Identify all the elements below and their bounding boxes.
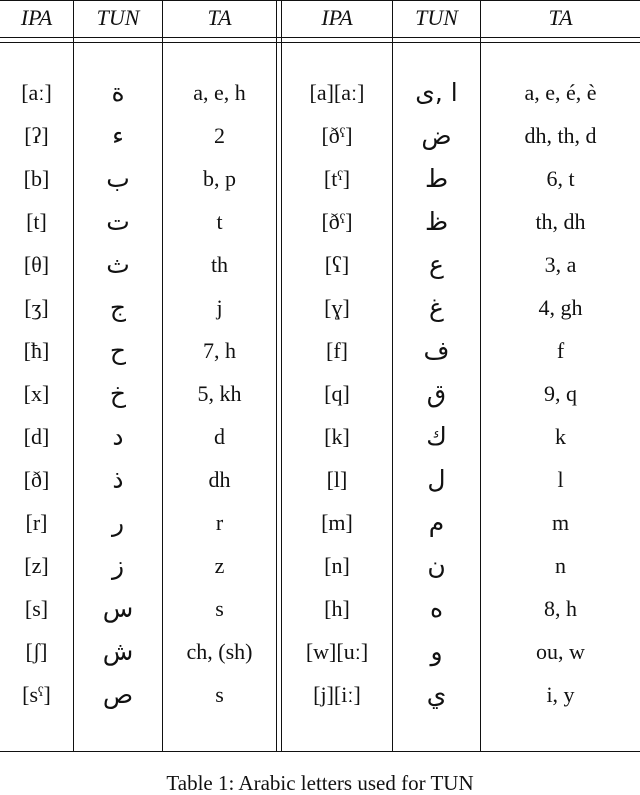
ta-left-cell: th bbox=[210, 252, 229, 277]
ipa-left-cell: [ʃ] bbox=[25, 639, 48, 664]
tun-right-cell: ن bbox=[427, 551, 446, 580]
ipa-right-cell: [m] bbox=[321, 510, 353, 535]
tun-left-cell: ة bbox=[111, 78, 125, 107]
ta-right-cell: th, dh bbox=[535, 209, 586, 234]
table-top-rule bbox=[0, 0, 640, 1]
ipa-left-cell: [r] bbox=[25, 510, 48, 535]
ipa-right-cell: [ðˤ] bbox=[321, 123, 353, 148]
tun-right-cell: ل bbox=[427, 465, 446, 494]
tun-left-cell: ث bbox=[106, 250, 130, 279]
ipa-left-cell: [b] bbox=[23, 166, 50, 191]
ipa-left-cell: [s] bbox=[24, 596, 49, 621]
tun-right-cell: ق bbox=[426, 379, 447, 408]
ipa-right-cell: [l] bbox=[326, 467, 348, 492]
ta-right-cell: ou, w bbox=[536, 639, 585, 664]
ipa-right-cell: [k] bbox=[324, 424, 350, 449]
ta-right-cell: dh, th, d bbox=[524, 123, 597, 148]
tun-right-cell: م bbox=[428, 508, 445, 537]
ta-left-cell: a, e, h bbox=[193, 80, 246, 105]
tun-left-cell: ت bbox=[106, 207, 130, 236]
ta-right-cell: k bbox=[555, 424, 566, 449]
tun-right-cell: ك bbox=[426, 422, 447, 451]
tun-right-cell: ط bbox=[424, 164, 449, 193]
ipa-right-cell: [ðˤ] bbox=[321, 209, 353, 234]
ipa-right-cell: [tˤ] bbox=[323, 166, 351, 191]
table-bottom-rule bbox=[0, 751, 640, 752]
tun-right-cell: ظ bbox=[424, 207, 449, 236]
ta-right-cell: i, y bbox=[546, 682, 575, 707]
ta-right-cell: 3, a bbox=[544, 252, 577, 277]
ta-left-cell: z bbox=[214, 553, 225, 578]
ipa-left-cell: [x] bbox=[23, 381, 50, 406]
ta-right-cell: 6, t bbox=[546, 166, 575, 191]
ta-left-cell: 7, h bbox=[203, 338, 236, 363]
tun-left-cell: ذ bbox=[112, 465, 124, 494]
tun-left-cell: خ bbox=[109, 379, 127, 408]
ta-left-cell: s bbox=[215, 682, 224, 707]
tun-left-cell: د bbox=[112, 422, 124, 451]
ta-right-cell: m bbox=[551, 510, 570, 535]
ipa-right-cell: [a][aː] bbox=[309, 80, 365, 105]
header-tun-right: TUN bbox=[415, 5, 458, 30]
ipa-left-cell: [z] bbox=[24, 553, 49, 578]
ta-right-cell: 9, q bbox=[544, 381, 577, 406]
tun-left-cell: ب bbox=[106, 164, 130, 193]
header-ta-left: TA bbox=[207, 5, 232, 30]
header-tun-left: TUN bbox=[96, 5, 140, 30]
tun-right-cell: ا ,ى bbox=[415, 78, 458, 107]
ta-left-cell: dh bbox=[208, 467, 231, 492]
ipa-right-cell: [w][uː] bbox=[305, 639, 369, 664]
ipa-right-cell: [f] bbox=[326, 338, 348, 363]
tun-right-cell: ض bbox=[421, 121, 452, 150]
header-ipa-right: IPA bbox=[321, 5, 353, 30]
tun-right-cell: ع bbox=[429, 250, 444, 279]
table-caption: Table 1: Arabic letters used for TUN bbox=[166, 771, 474, 795]
tun-left-cell: ش bbox=[102, 637, 134, 666]
tun-left-cell: ر bbox=[111, 508, 125, 537]
ipa-left-cell: [t] bbox=[26, 209, 47, 234]
ipa-right-cell: [h] bbox=[324, 596, 350, 621]
tun-right-cell: ه bbox=[429, 594, 444, 623]
header-rule bbox=[0, 37, 640, 38]
ta-right-cell: f bbox=[556, 338, 565, 363]
ta-left-cell: b, p bbox=[203, 166, 236, 191]
tun-left-cell: ج bbox=[109, 293, 127, 322]
header-ipa-left: IPA bbox=[20, 5, 53, 30]
ipa-left-cell: [d] bbox=[23, 424, 50, 449]
ta-left-cell: 2 bbox=[214, 123, 225, 148]
tun-left-cell: ز bbox=[111, 551, 125, 580]
ta-right-cell: 8, h bbox=[544, 596, 577, 621]
ipa-right-cell: [j][iː] bbox=[313, 682, 361, 707]
ipa-left-cell: [sˤ] bbox=[22, 682, 51, 707]
ipa-left-cell: [ð] bbox=[23, 467, 50, 492]
ipa-left-cell: [ħ] bbox=[23, 338, 50, 363]
ta-right-cell: 4, gh bbox=[538, 295, 583, 320]
ta-left-cell: ch, (sh) bbox=[186, 639, 253, 664]
ipa-left-cell: [θ] bbox=[23, 252, 50, 277]
tun-right-cell: و bbox=[430, 637, 443, 666]
ta-right-cell: a, e, é, è bbox=[524, 80, 597, 105]
ta-left-cell: t bbox=[216, 209, 223, 234]
tun-right-cell: ي bbox=[426, 680, 447, 709]
ipa-left-cell: [ʒ] bbox=[24, 295, 49, 320]
ipa-right-cell: [n] bbox=[324, 553, 350, 578]
ipa-left-cell: [aː] bbox=[21, 80, 52, 105]
header-rule-double bbox=[0, 42, 640, 43]
ipa-right-cell: [ʕ] bbox=[324, 252, 350, 277]
header-ta-right: TA bbox=[548, 5, 573, 30]
ta-right-cell: n bbox=[555, 553, 566, 578]
ta-left-cell: 5, kh bbox=[197, 381, 242, 406]
tun-left-cell: ص bbox=[102, 680, 134, 709]
ta-left-cell: j bbox=[216, 295, 223, 320]
ta-left-cell: s bbox=[215, 596, 224, 621]
tun-right-cell: غ bbox=[429, 293, 444, 322]
ipa-right-cell: [q] bbox=[324, 381, 350, 406]
tun-left-cell: ح bbox=[109, 336, 127, 365]
ipa-left-cell: [ʔ] bbox=[24, 123, 49, 148]
ta-left-cell: r bbox=[215, 510, 224, 535]
ta-left-cell: d bbox=[214, 424, 225, 449]
ta-right-cell: l bbox=[557, 467, 564, 492]
ipa-right-cell: [ɣ] bbox=[324, 295, 350, 320]
tun-right-cell: ف bbox=[423, 336, 450, 365]
tun-left-cell: ء bbox=[112, 121, 124, 150]
tun-left-cell: س bbox=[102, 594, 134, 623]
center-divider-left bbox=[276, 0, 277, 752]
